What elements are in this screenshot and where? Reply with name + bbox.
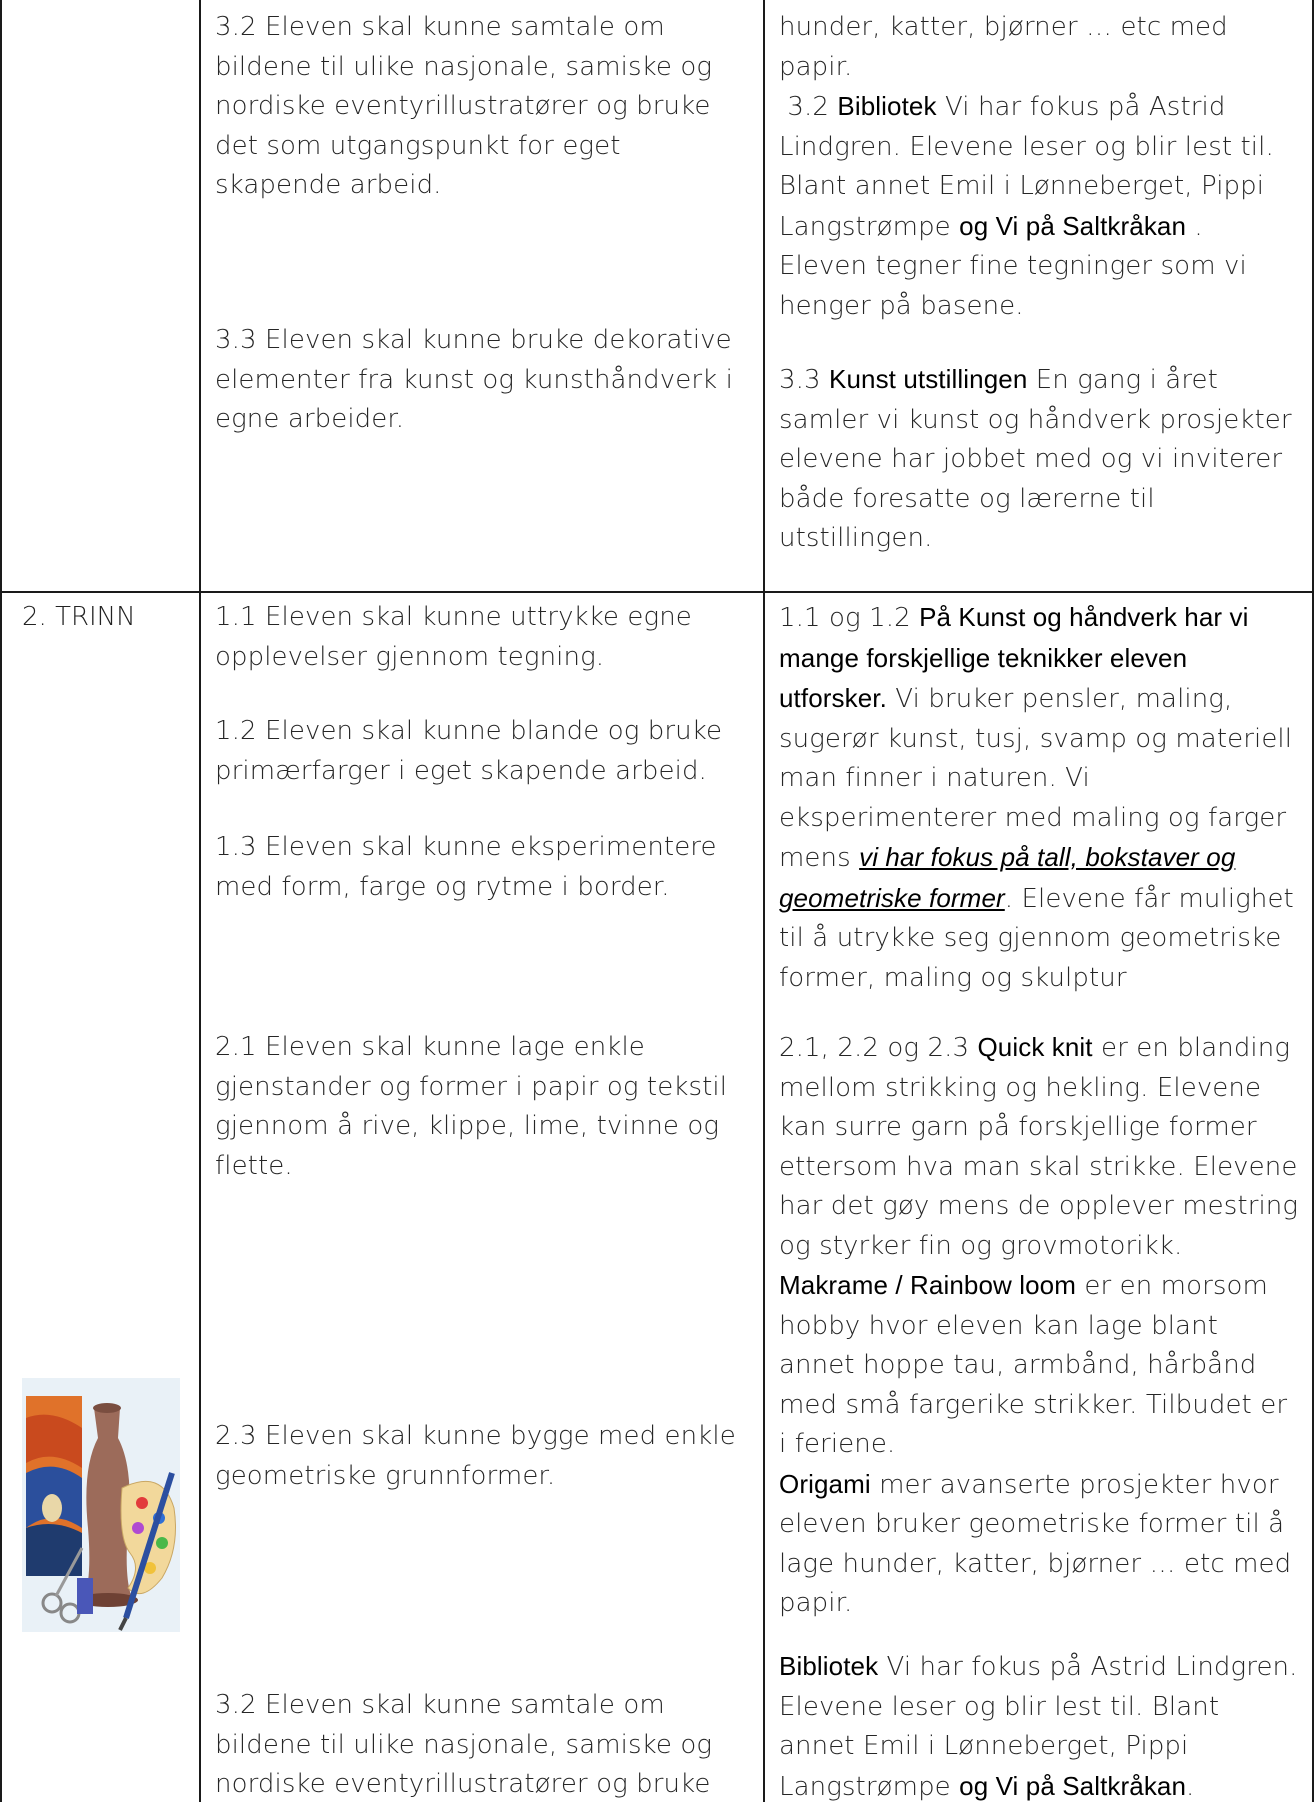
curriculum-goal-1-1: 1.1 Eleven skal kunne uttrykke egne opplevelser gjennom tegning. xyxy=(215,602,692,672)
curriculum-goal-1-2: 1.2 Eleven skal kunne blande og bruke primærfarger i eget skapende arbeid. xyxy=(215,716,723,786)
techniques-heading: På Kunst og håndverk har vi mange forskjellige teknikker eleven utforsker. xyxy=(779,602,1249,713)
table-row-divider xyxy=(2,591,1314,593)
curriculum-goal-3-2: 3.2 Eleven skal kunne samtale om bildene til ulike nasjonale, samiske og nordiske eventyrillustratører og bruke det som utgangspunkt for eget skapende arbeid. xyxy=(215,12,713,200)
bibliotek-heading: Bibliotek xyxy=(837,91,937,121)
makrame-heading: Makrame / Rainbow loom xyxy=(779,1270,1076,1300)
activity-quick-knit: 2.1, 2.2 og 2.3 Quick knit er en blanding mellom strikking og hekling. Elevene kan surre garn på forskjellige former ettersom hva man skal strikke. Elevene har det gøy mens de opplever mestring og styrker fin og grovmotorikk. Makrame / Rainbow loom er en morsom hobby hvor eleven kan lage blant annet hoppe tau, armbånd, hårbånd med små fargerike strikker. Tilbudet er i feriene. Origami mer avanserte prosjekter hvor eleven bruker geometriske former til å lage hunder, katter, bjørner … etc med papir. xyxy=(779,1032,1299,1618)
curriculum-goal-2-3: 2.3 Eleven skal kunne bygge med enkle geometriske grunnformer. xyxy=(215,1421,736,1491)
table-divider-col1 xyxy=(199,0,201,1802)
art-supplies-clipart-icon xyxy=(22,1378,180,1632)
table-divider-col2 xyxy=(763,0,765,1802)
activity-kunst-utstillingen: 3.3 Kunst utstillingen En gang i året samler vi kunst og håndverk prosjekter elevene har jobbet med og vi inviterer både foresatte og lærerne til utstillingen. xyxy=(779,364,1292,553)
activity-bibliotek-second: Bibliotek Vi har fokus på Astrid Lindgren. Elevene leser og blir lest til. Blant annet Emil i Lønneberget, Pippi Langstrømpe og Vi på Saltkråkan. xyxy=(779,1651,1298,1802)
focus-emphasis: vi har fokus på tall, bokstaver og geometriske former xyxy=(779,842,1236,913)
activity-techniques: 1.1 og 1.2 På Kunst og håndverk har vi mange forskjellige teknikker eleven utforsker. Vi bruker pensler, maling, sugerør kunst, tusj, svamp og materiell man finner i naturen. Vi eksperimenterer med maling og farger mens vi har fokus på tall, bokstaver og geometriske former. Elevene får mulighet til å utrykke seg gjennom geometriske former, maling og skulptur xyxy=(779,602,1294,993)
curriculum-goal-3-3: 3.3 Eleven skal kunne bruke dekorative elementer fra kunst og kunsthåndverk i egne arbeider. xyxy=(215,325,733,434)
curriculum-goal-2-1: 2.1 Eleven skal kunne lage enkle gjenstander og former i papir og tekstil gjennom å rive, klippe, lime, tvinne og flette. xyxy=(215,1032,728,1181)
bibliotek-heading-second: Bibliotek xyxy=(779,1651,879,1681)
table-border-left xyxy=(0,0,2,1802)
activity-text-origami-end: hunder, katter, bjørner … etc med papir. xyxy=(779,12,1228,82)
activity-bibliotek: 3.2 Bibliotek Vi har fokus på Astrid Lindgren. Elevene leser og blir lest til. Blant annet Emil i Lønneberget, Pippi Langstrømpe og Vi på Saltkråkan . Eleven tegner fine tegninger som vi henger på basene. xyxy=(779,91,1274,321)
kunst-utstillingen-heading: Kunst utstillingen xyxy=(829,364,1028,394)
grade-label: 2. TRINN xyxy=(22,602,136,632)
curriculum-goal-3-2-second: 3.2 Eleven skal kunne samtale om bildene til ulike nasjonale, samiske og nordiske eventyrillustratører og bruke xyxy=(215,1690,713,1799)
quick-knit-heading: Quick knit xyxy=(977,1032,1093,1062)
origami-heading: Origami xyxy=(779,1468,871,1499)
curriculum-goal-1-3: 1.3 Eleven skal kunne eksperimentere med form, farge og rytme i border. xyxy=(215,832,717,902)
